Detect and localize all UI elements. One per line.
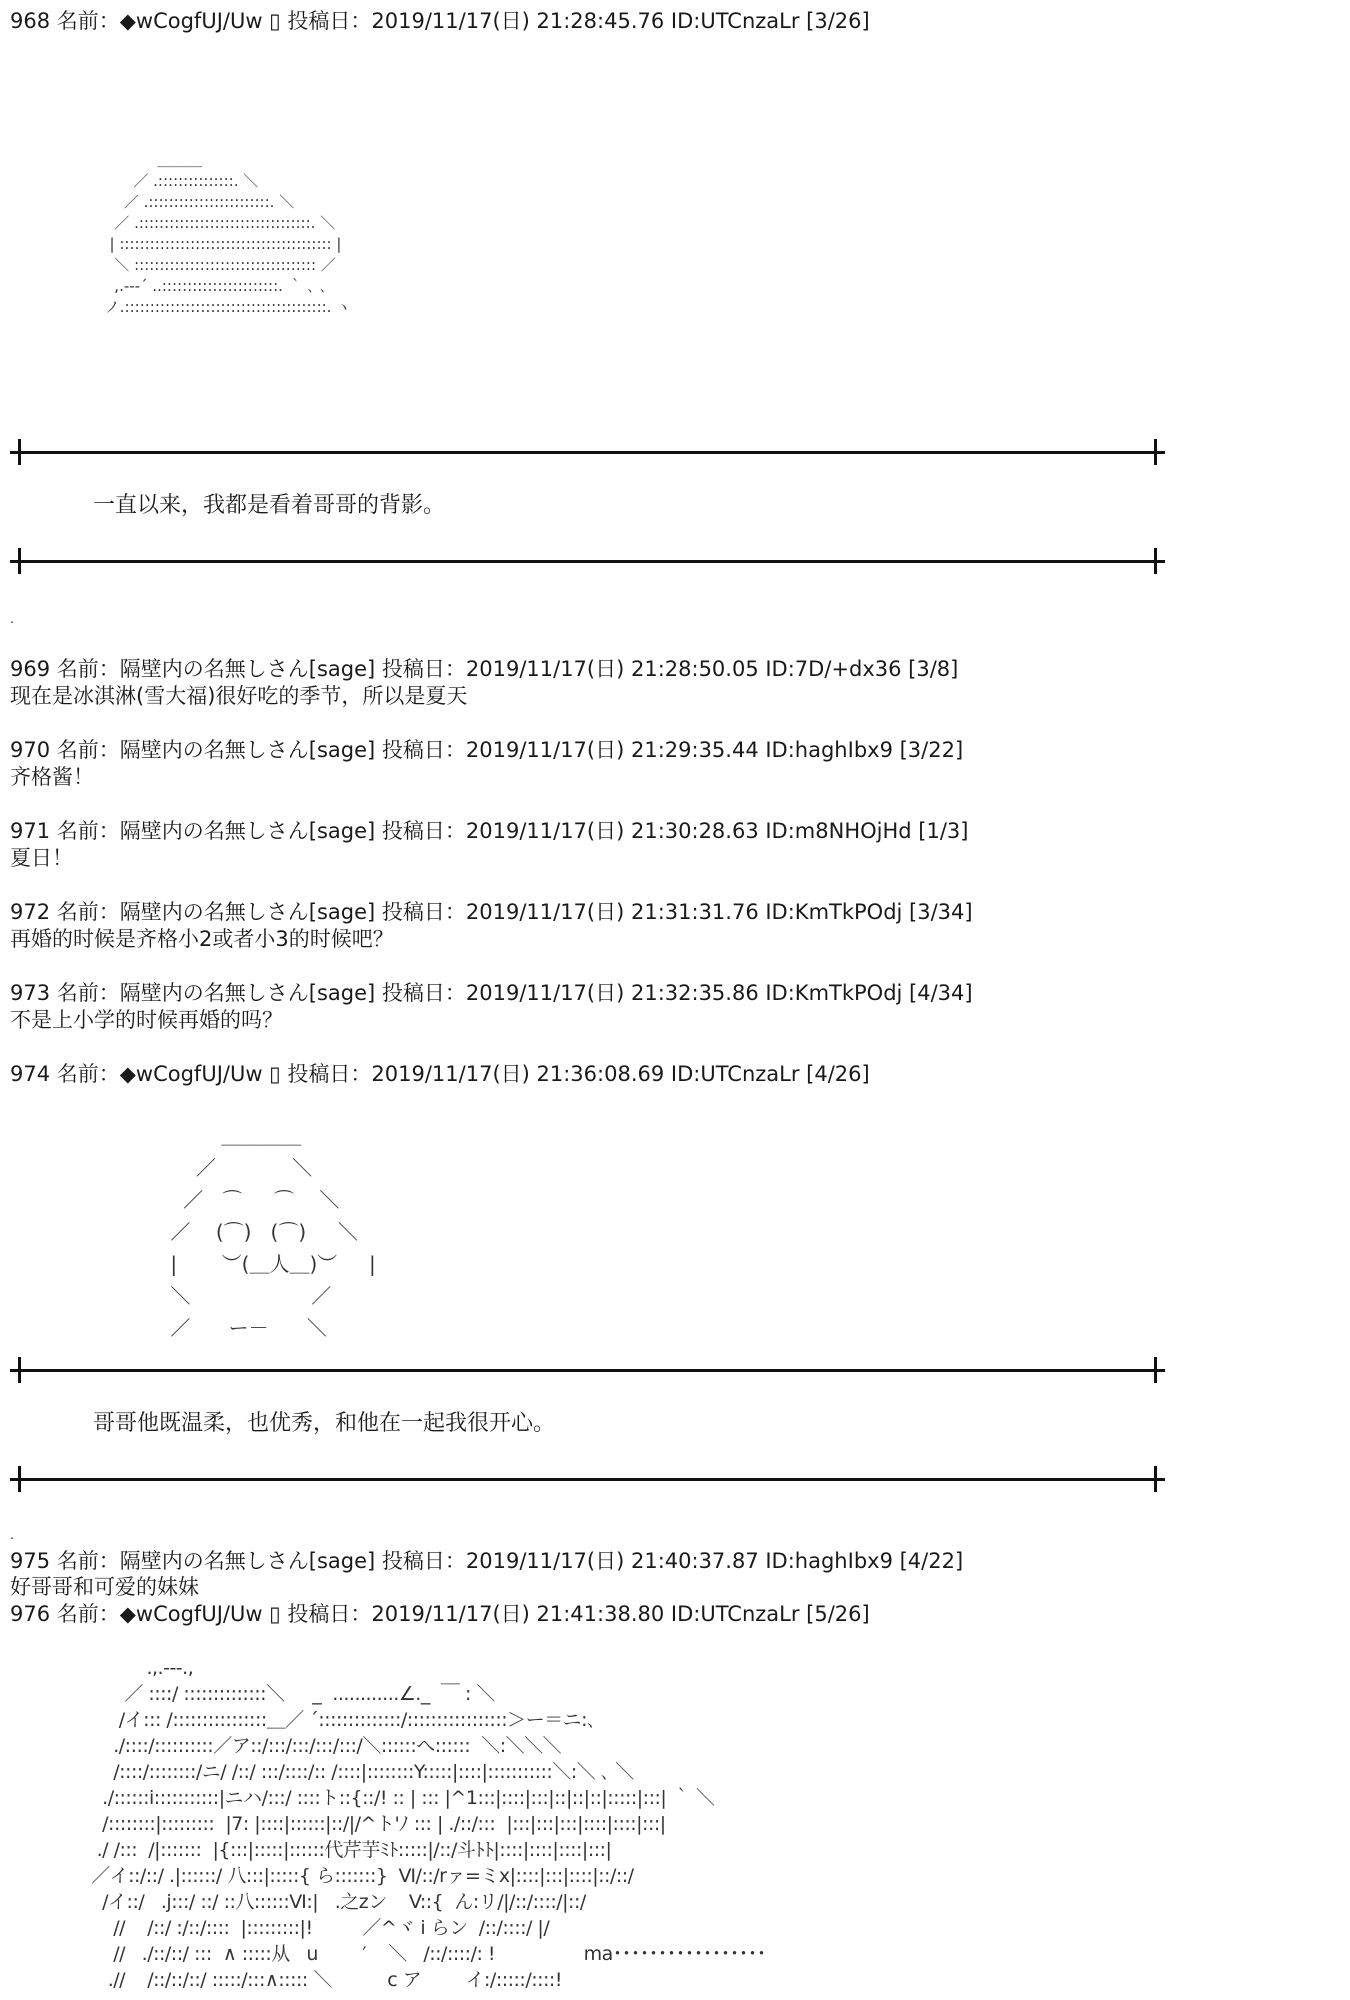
separator-dot: . bbox=[10, 1528, 14, 1542]
divider-top-1 bbox=[10, 439, 1165, 465]
post-header-973: 973 名前：隔壁内の名無しさん[sage] 投稿日：2019/11/17(日) 21:32:35.86 ID:KmTkPOdj [4/34] bbox=[10, 981, 973, 1005]
post-header-968: 968 名前：◆wCogfUJ/Uw ▯ 投稿日：2019/11/17(日) 21:28:45.76 ID:UTCnzaLr [3/26] bbox=[10, 9, 870, 33]
post-header-974: 974 名前：◆wCogfUJ/Uw ▯ 投稿日：2019/11/17(日) 21:36:08.69 ID:UTCnzaLr [4/26] bbox=[10, 1062, 870, 1086]
post-header-975: 975 名前：隔壁内の名無しさん[sage] 投稿日：2019/11/17(日) 21:40:37.87 ID:haghIbx9 [4/22] bbox=[10, 1549, 964, 1573]
post-body-970: 齐格酱！ bbox=[10, 765, 94, 789]
narration-1: 一直以来，我都是看着哥哥的背影。 bbox=[93, 493, 446, 518]
divider-top-2 bbox=[10, 1357, 1165, 1383]
post-header-969: 969 名前：隔壁内の名無しさん[sage] 投稿日：2019/11/17(日) 21:28:50.05 ID:7D/+dx36 [3/8] bbox=[10, 657, 959, 681]
narration-2: 哥哥他既温柔，也优秀，和他在一起我很开心。 bbox=[93, 1411, 556, 1436]
separator-dot: . bbox=[10, 612, 14, 626]
divider-bottom-2 bbox=[10, 1466, 1165, 1492]
post-body-969: 现在是冰淇淋(雪大福)很好吃的季节，所以是夏天 bbox=[10, 684, 468, 708]
post-body-975: 好哥哥和可爱的妹妹 bbox=[10, 1575, 199, 1599]
ascii-art-rice-cake: ＿＿＿ ／ .:::::::::::::::. ＼ ／ .::::::::::::::::::::::::. ＼ ／ .::::::::::::::::::::::::::::::::::. ＼ | :::::::::::::::::::::::::::::::::::::::::: | ＼ :::::::::::::::::::::::::::::::::::: ／ ,.--‐´ ..:::::::::::::::::::::::. ｀ ､ ､ ノ.::::::::::::::::::::::::::::::::::::::::. ヽ bbox=[104, 151, 352, 316]
post-body-973: 不是上小学的时候再婚的吗？ bbox=[10, 1008, 283, 1032]
post-body-972: 再婚的时候是齐格小2或者小3的时候吧？ bbox=[10, 927, 394, 951]
ascii-art-character: .,.‐‐‐., ／ ::::/ ::::::::::::::＼ _ ............∠._ ￣ : ＼ /イ::: /::::::::::::::::＿／ ´::::::::::::::/:::::::::::::::::＞ー＝ニ:､ ./::::/::::::::::／ア::/:::/:::/:::/:::/＼::::::へ:::::: ＼:＼＼＼ /::::/::::::::/ニ/ /::/ :::/::::/:: /::::|::::::::Y:::::|::::|:::::::::::＼:＼ ､ ＼ ./::::::i:::::::::::|ニハ/:::/ ::::ト::{::/! :: | ::: |^1:::|::::|:::|::|::|::|:::::|:::| ｀ ＼ /::::::::|::::::::: |7: |::::|::::::|::/|/^ト'ﾉ ::: | ./::/::: |:::|:::|:::|::::|::::|:::| ./ /::: /|::::::: |{:::|:::::|::::::代芹芋ﾐﾄ:::::|/::/斗ﾄﾄ|::::|::::|::::|:::| ／イ::/::/ .|::::::/ 八:::|:::::{ ら:::::::} Ⅵ/::/rァ=ミⅹ|::::|:::|::::|::/::/ /イ::/ .j:::/ ::/ ::八::::::Ⅵ:| .之zン V::{ ん:リ/|/::/::::/|::/ // /::/ :/::/:::: |:::::::::|! ／^ヾ i らン /::/::::/ |/ // ./::/::/ ::: ∧ :::::从 u ′ ＼ /::/::::/: ! ma･････････････････ .// /::/::/::/ :::::/:::∧::::: ＼ c ア イ:/:::::/::::! bbox=[91, 1657, 766, 1991]
post-body-971: 夏日！ bbox=[10, 846, 73, 870]
post-header-970: 970 名前：隔壁内の名無しさん[sage] 投稿日：2019/11/17(日) 21:29:35.44 ID:haghIbx9 [3/22] bbox=[10, 738, 964, 762]
post-header-971: 971 名前：隔壁内の名無しさん[sage] 投稿日：2019/11/17(日) 21:30:28.63 ID:m8NHOjHd [1/3] bbox=[10, 819, 969, 843]
ascii-art-smiling-face: ＿＿＿＿ ／ ＼ ／ ⌒ ⌒ ＼ ／ (⌒) (⌒) ＼ | ︶(＿人＿)︶ | ＼ ／ ／ ー－ ＼ bbox=[170, 1124, 376, 1340]
post-header-976: 976 名前：◆wCogfUJ/Uw ▯ 投稿日：2019/11/17(日) 21:41:38.80 ID:UTCnzaLr [5/26] bbox=[10, 1602, 870, 1626]
divider-bottom-1 bbox=[10, 548, 1165, 574]
post-header-972: 972 名前：隔壁内の名無しさん[sage] 投稿日：2019/11/17(日) 21:31:31.76 ID:KmTkPOdj [3/34] bbox=[10, 900, 973, 924]
